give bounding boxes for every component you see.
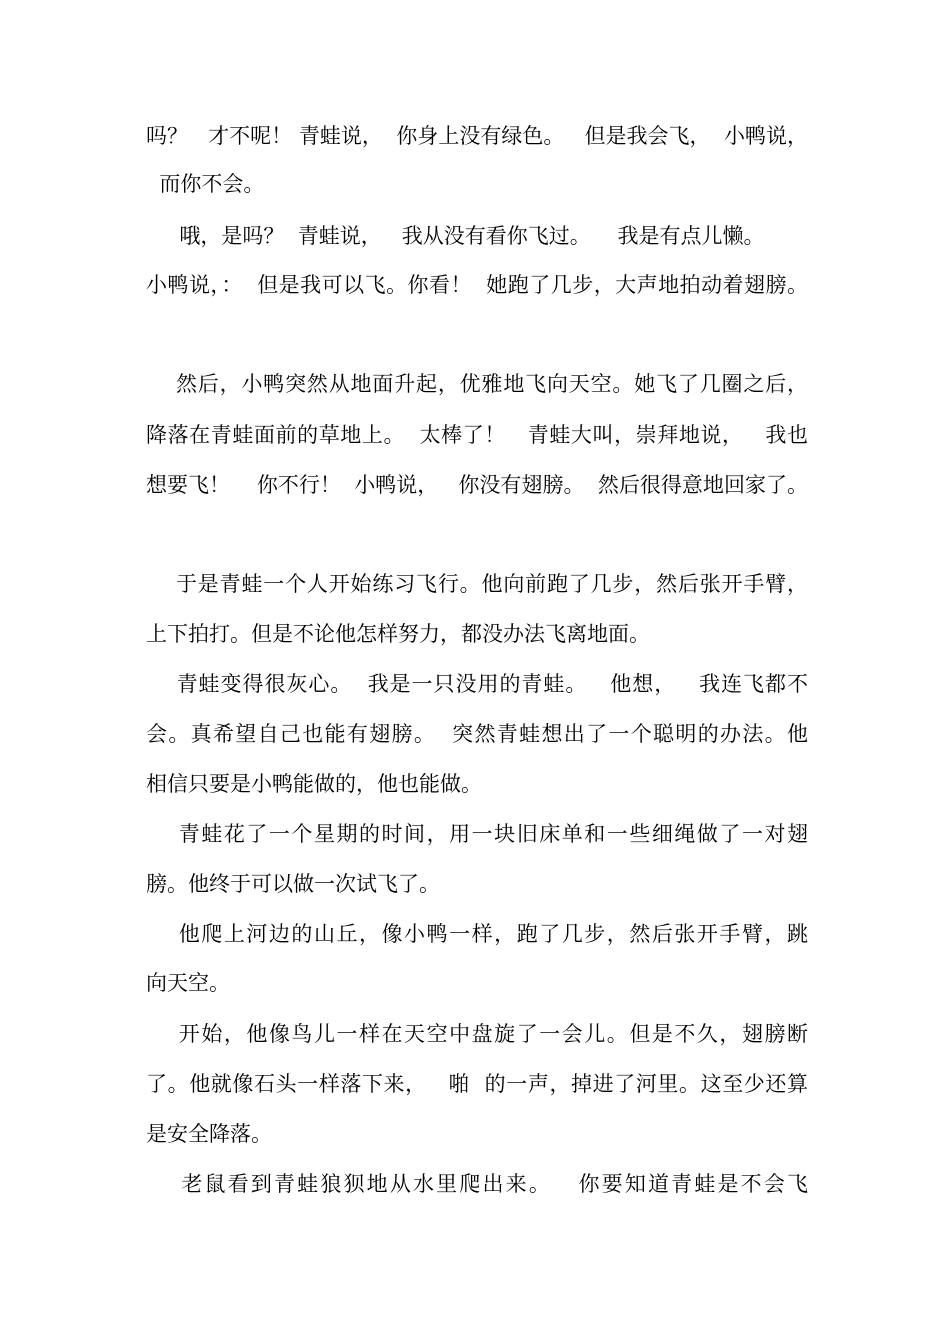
text-line-4: 小鸭说，： 但是我可以飞。你看！ 她跑了几步，大声地拍动着翅膀。	[146, 273, 808, 297]
text-line-20: 老鼠看到青蛙狼狈地从水里爬出来。 你要知道青蛙是不会飞	[146, 1172, 808, 1196]
text-line-7: 想要飞！ 你不行！ 小鸭说， 你没有翅膀。 然后很得意地回家了。	[146, 473, 808, 497]
text-line-1: 吗？ 才不呢！ 青蛙说， 你身上没有绿色。 但是我会飞， 小鸭说，	[146, 124, 808, 148]
text-line-14: 膀。他终于可以做一次试飞了。	[146, 872, 440, 896]
text-line-6: 降落在青蛙面前的草地上。 太棒了！ 青蛙大叫，崇拜地说， 我也	[146, 423, 808, 447]
text-line-11: 会。真希望自己也能有翅膀。 突然青蛙想出了一个聪明的办法。他	[146, 722, 808, 746]
text-line-18: 了。他就像石头一样落下来， 啪 的一声，掉进了河里。这至少还算	[146, 1072, 808, 1096]
text-line-10: 青蛙变得很灰心。 我是一只没用的青蛙。 他想， 我连飞都不	[146, 672, 808, 696]
text-line-15: 他爬上河边的山丘，像小鸭一样，跑了几步，然后张开手臂，跳	[146, 922, 808, 946]
text-line-13: 青蛙花了一个星期的时间，用一块旧床单和一些细绳做了一对翅	[146, 822, 808, 846]
text-line-19: 是安全降落。	[146, 1122, 272, 1146]
text-line-9: 上下拍打。但是不论他怎样努力，都没办法飞离地面。	[146, 622, 650, 646]
text-line-17: 开始，他像鸟儿一样在天空中盘旋了一会儿。但是不久，翅膀断	[146, 1022, 808, 1046]
text-line-12: 相信只要是小鸭能做的，他也能做。	[146, 772, 482, 796]
text-line-3: 哦，是吗？ 青蛙说， 我从没有看你飞过。 我是有点儿懒。	[146, 224, 765, 248]
text-line-2: 而你不会。	[146, 172, 265, 196]
text-line-16: 向天空。	[146, 971, 230, 995]
text-line-8: 于是青蛙一个人开始练习飞行。他向前跑了几步，然后张开手臂，	[146, 572, 808, 596]
text-line-5: 然后，小鸭突然从地面升起，优雅地飞向天空。她飞了几圈之后，	[146, 372, 808, 396]
